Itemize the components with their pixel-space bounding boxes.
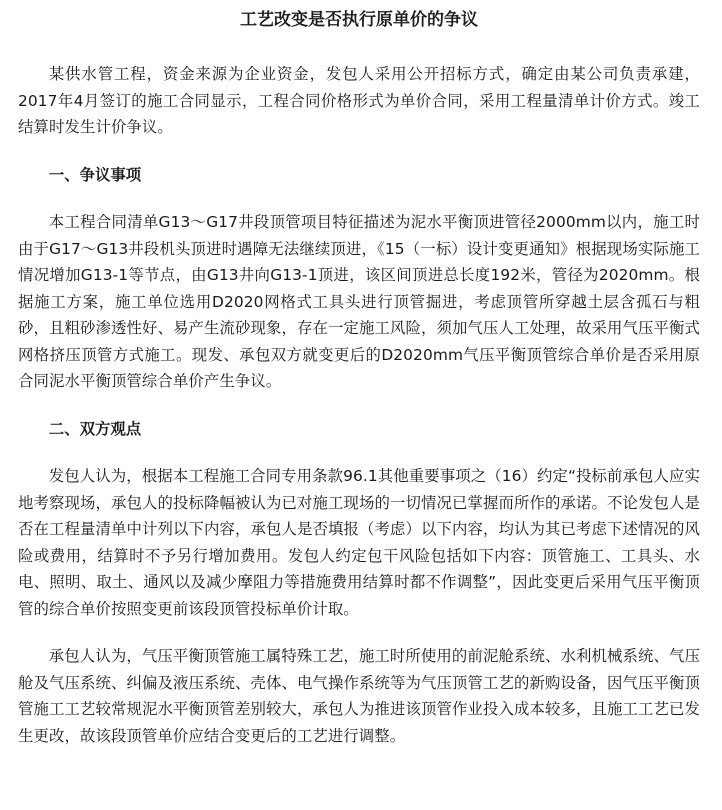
employer-view-paragraph: 发包人认为，根据本工程施工合同专用条款96.1其他重要事项之（16）约定“投标前承包人应实地考察现场，承包人的投标降幅被认为已对施工现场的一切情况已掌握而所作的承诺。不论发包人是否在工程量清单中计列以下内容，承包人是否填报（考虑）以下内容，均认为其已考虑下述情况的风险或费用，结算时不予另行增加费用。发包人约定包干风险包括如下内容：顶管施工、工具头、水电、照明、取土、通风以及减少摩阻力等措施费用结算时都不作调整”，因此变更后采用气压平衡顶管的综合单价按照变更前该段顶管投标单价计取。 — [18, 467, 700, 618]
section-heading-dispute: 一、争议事项 — [48, 165, 142, 184]
intro-paragraph: 某供水管工程，资金来源为企业资金，发包人采用公开招标方式，确定由某公司负责承建，2017年4月签订的施工合同显示，工程合同价格形式为单价合同，采用工程量清单计价方式。竣工结算时发生计价争议。 — [18, 65, 700, 136]
document-title: 工艺改变是否执行原单价的争议 — [240, 10, 478, 30]
section-heading-viewpoints: 二、双方观点 — [48, 419, 142, 438]
dispute-paragraph: 本工程合同清单G13～G17井段顶管项目特征描述为泥水平衡顶进管径2000mm以内，施工时由于G17～G13井段机头顶进时遇障无法继续顶进，《15（一标）设计变更通知》根据现场实际施工情况增加G13-1等节点，由G13井向G13-1顶进，该区间顶进总长度192米，管径为2020mm。根据施工方案，施工单位选用D2020网格式工具头进行顶管掘进，考虑顶管所穿越土层含孤石与粗砂，且粗砂渗透性好、易产生流砂现象，存在一定施工风险，须加气压人工处理，故采用气压平衡式网格挤压顶管方式施工。现发、承包双方就变更后的D2020mm气压平衡顶管综合单价是否采用原合同泥水平衡顶管综合单价产生争议。 — [18, 213, 700, 390]
contractor-view-paragraph: 承包人认为，气压平衡顶管施工属特殊工艺，施工时所使用的前泥舱系统、水利机械系统、气压舱及气压系统、纠偏及液压系统、壳体、电气操作系统等为气压顶管工艺的新购设备，因气压平衡顶管施工工艺较常规泥水平衡顶管差别较大，承包人为推进该顶管作业投入成本较多，且施工工艺已发生更改，故该段顶管单价应结合变更后的工艺进行调整。 — [18, 647, 700, 745]
